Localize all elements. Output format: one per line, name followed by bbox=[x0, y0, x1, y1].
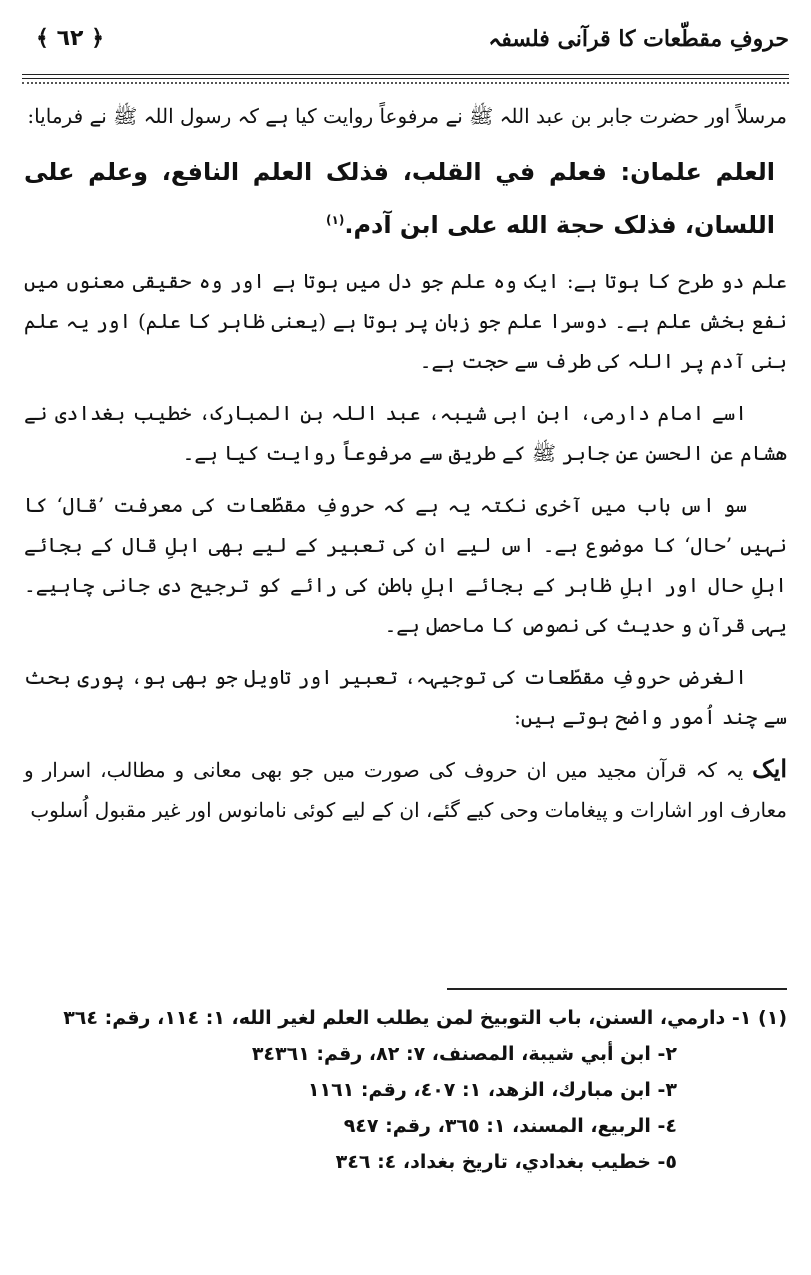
footnote-2: ٢- ابن أبي شيبة، المصنف، ٧: ٨٢، رقم: ٣٤٣٦١ bbox=[251, 1043, 677, 1065]
header-dotted-rule bbox=[22, 82, 789, 84]
main-text bbox=[24, 96, 787, 842]
first-point-lead: ایک bbox=[752, 754, 787, 783]
footnote-5: ٥- خطيب بغدادي، تاريخ بغداد، ٤: ٣٤٦ bbox=[335, 1151, 677, 1173]
footnotes bbox=[40, 1000, 787, 1180]
paragraph-first-point bbox=[24, 749, 787, 830]
footnote-3: ٣- ابن مبارك، الزهد، ١: ٤٠٧، رقم: ١١٦١ bbox=[307, 1079, 677, 1101]
paragraph-translation: علم دو طرح کا ہوتا ہے: ایک وہ علم جو دل میں ہوتا ہے اور وہ حقیقی معنوں میں نفع بخش علم ہے۔ دوسرا علم جو زبان پر ہوتا ہے (یعنی ظاہر کا علم) اور یہ علم بنی آدم پر اللہ کی طرف سے حجت ہے۔ bbox=[24, 269, 788, 373]
header-rule bbox=[22, 74, 789, 79]
running-title: حروفِ مقطّعات کا قرآنی فلسفہ bbox=[488, 26, 789, 52]
arabic-hadith-text: العلم علمان: فعلم في القلب، فذلک العلم النافع، وعلم علی اللسان، فذلک حجة الله علی ابن آدم. bbox=[24, 158, 775, 239]
arabic-hadith bbox=[24, 148, 787, 249]
paragraph-intro: مرسلاً اور حضرت جابر بن عبد اللہ ﷺ نے مرفوعاً روایت کیا ہے کہ رسول اللہ ﷺ نے فرمایا: bbox=[27, 104, 787, 128]
page-header bbox=[22, 22, 789, 66]
footnote-1: (١) ١- دارمي، السنن، باب التوبيخ لمن يطلب العلم لغير الله، ١: ١١٤، رقم: ٣٦٤ bbox=[63, 1007, 787, 1029]
footnote-4: ٤- الربيع، المسند، ١: ٣٦٥، رقم: ٩٤٧ bbox=[343, 1115, 677, 1137]
first-point-text: یہ کہ قرآن مجید میں ان حروف کی صورت میں جو بھی معانی و مطالب، اسرار و معارف اور اشارات و پیغامات وحی کیے گئے، ان کے لیے کوئی نامانوس اور غیر مقبول اُسلوب bbox=[24, 758, 787, 822]
footnote-separator bbox=[447, 988, 787, 990]
paragraph-qal-hal: سو اس باب میں آخری نکتہ یہ ہے کہ حروفِ مقطّعات کی معرفت ’قال‘ کا نہیں ’حال‘ کا موضوع ہے۔ اس لیے ان کی تعبیر کے لیے بھی اہلِ قال کے بجائے اہلِ حال اور اہلِ ظاہر کے بجائے اہلِ باطن کی رائے کو ترجیح دی جانی چاہیے۔ یہی قرآن و حدیث کی نصوص کا ماحصل ہے۔ bbox=[24, 493, 787, 637]
paragraph-narrators: اسے امام دارمی، ابن ابی شیبہ، عبد اللہ بن المبارک، خطیب بغدادی نے هشام عن الحسن عن جابر ﷺ کے طریق سے مرفوعاً روایت کیا ہے۔ bbox=[24, 401, 787, 465]
page-number: ﴾ ٦٢ ﴿ bbox=[36, 26, 104, 51]
footnote-ref: (١) bbox=[326, 213, 345, 227]
paragraph-conclusion: الغرض حروفِ مقطّعات کی توجیہہ، تعبیر اور تاویل جو بھی ہو، پوری بحث سے چند اُمور واضح ہوتے ہیں: bbox=[24, 665, 787, 729]
